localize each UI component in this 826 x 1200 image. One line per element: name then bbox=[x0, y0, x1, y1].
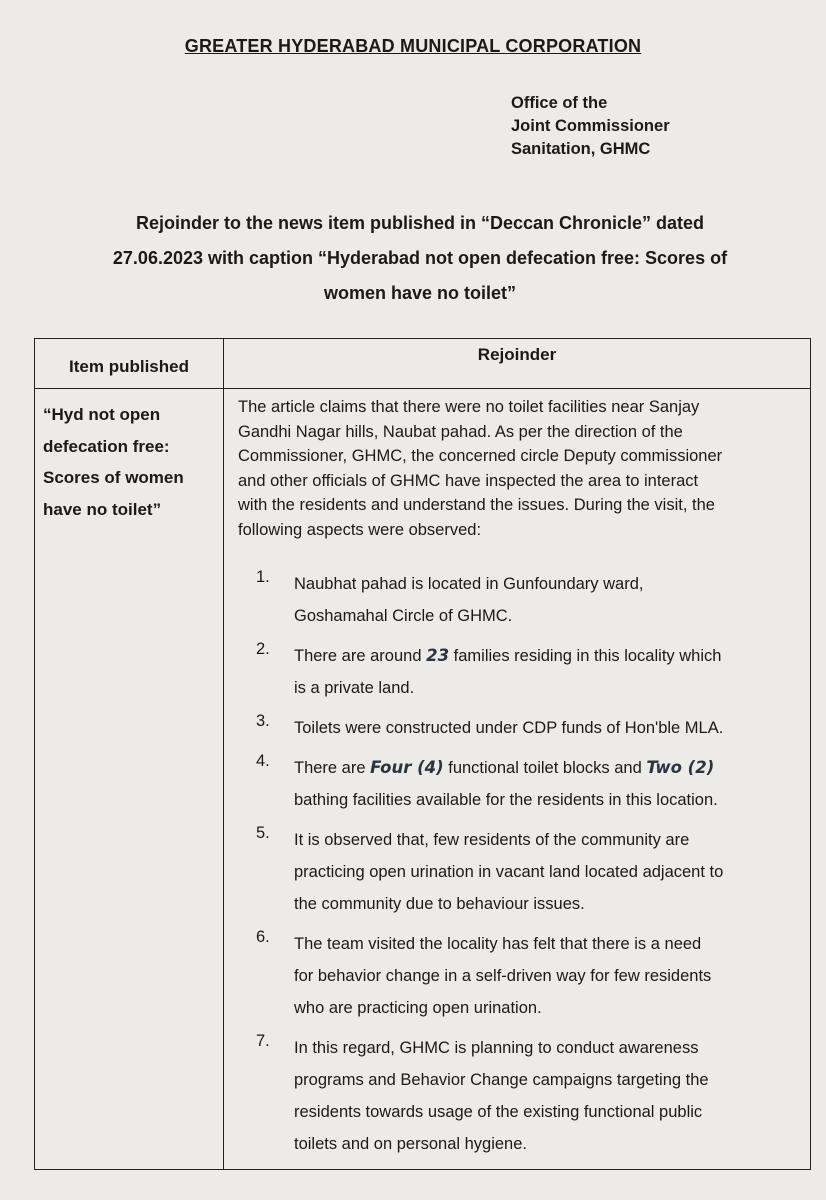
item-text: for behavior change in a self-driven way for few residents bbox=[294, 967, 712, 985]
item-text: functional toilet blocks and bbox=[443, 759, 647, 777]
list-item bbox=[238, 712, 802, 744]
item-line bbox=[294, 752, 802, 784]
subject-heading bbox=[40, 206, 800, 311]
office-line: Sanitation, GHMC bbox=[511, 140, 651, 158]
subject-line: Rejoinder to the news item published in “Deccan Chronicle” dated bbox=[135, 213, 705, 233]
rejoinder-cell bbox=[224, 389, 811, 1170]
handwritten-family-count: 23 bbox=[426, 646, 450, 665]
item-line bbox=[294, 784, 802, 816]
list-item bbox=[238, 640, 802, 704]
item-line bbox=[294, 712, 802, 744]
item-number: 5. bbox=[256, 824, 270, 842]
item-number: 4. bbox=[256, 752, 270, 770]
item-text: families residing in this locality which bbox=[449, 647, 722, 665]
item-text: There are bbox=[294, 759, 371, 777]
office-address bbox=[511, 92, 670, 161]
item-text: bathing facilities available for the residents in this location. bbox=[294, 791, 718, 809]
item-text: the community due to behaviour issues. bbox=[294, 895, 585, 913]
item-line bbox=[294, 640, 802, 672]
organization-title: GREATER HYDERABAD MUNICIPAL CORPORATION bbox=[184, 36, 642, 56]
table-row bbox=[35, 389, 811, 1170]
item-line bbox=[294, 960, 802, 992]
item-text: The team visited the locality has felt that there is a need bbox=[294, 935, 702, 953]
intro-line: following aspects were observed: bbox=[238, 520, 482, 539]
list-item bbox=[238, 568, 802, 632]
item-text: In this regard, GHMC is planning to conduct awareness bbox=[294, 1039, 699, 1057]
intro-line: and other officials of GHMC have inspected the area to interact bbox=[238, 471, 699, 490]
item-text: Goshamahal Circle of GHMC. bbox=[294, 607, 513, 625]
item-line: “Hyd not open bbox=[43, 405, 161, 424]
office-line: Office of the bbox=[511, 94, 608, 112]
item-number: 7. bbox=[256, 1032, 270, 1050]
intro-line: The article claims that there were no toilet facilities near Sanjay bbox=[238, 398, 700, 416]
item-line: Scores of women bbox=[43, 468, 184, 487]
subject-line: women have no toilet” bbox=[323, 283, 517, 303]
office-line: Joint Commissioner bbox=[511, 117, 670, 135]
item-line bbox=[294, 1128, 802, 1160]
item-line bbox=[294, 928, 802, 960]
item-line bbox=[294, 856, 802, 888]
header-item-published: Item published bbox=[35, 339, 224, 389]
item-number: 2. bbox=[256, 640, 270, 658]
handwritten-toilet-count: Four (4) bbox=[370, 758, 444, 777]
item-text: Naubhat pahad is located in Gunfoundary ward, bbox=[294, 575, 644, 593]
item-line: have no toilet” bbox=[43, 499, 162, 519]
item-line bbox=[294, 824, 802, 856]
rejoinder-table bbox=[34, 338, 811, 1170]
intro-line: Gandhi Nagar hills, Naubat pahad. As per the direction of the bbox=[238, 422, 683, 441]
item-text: who are practicing open urination. bbox=[294, 999, 542, 1017]
rejoinder-intro bbox=[238, 395, 802, 542]
item-line bbox=[294, 1064, 802, 1096]
item-number: 3. bbox=[256, 712, 270, 730]
item-text: programs and Behavior Change campaigns targeting the bbox=[294, 1071, 709, 1089]
list-item bbox=[238, 824, 802, 920]
handwritten-bathing-count: Two (2) bbox=[646, 758, 715, 777]
intro-line: Commissioner, GHMC, the concerned circle Deputy commissioner bbox=[238, 447, 723, 465]
subject-line: 27.06.2023 with caption “Hyderabad not open defecation free: Scores of bbox=[112, 248, 728, 268]
item-line: defecation free: bbox=[43, 436, 170, 456]
item-text: It is observed that, few residents of the community are bbox=[294, 831, 690, 849]
item-number: 6. bbox=[256, 928, 270, 946]
item-line bbox=[294, 1032, 802, 1064]
list-item bbox=[238, 928, 802, 1024]
header-rejoinder: Rejoinder bbox=[224, 339, 811, 389]
item-published-cell bbox=[35, 389, 224, 1170]
item-line bbox=[294, 1096, 802, 1128]
item-text: residents towards usage of the existing functional public bbox=[294, 1103, 703, 1121]
intro-line: with the residents and understand the issues. During the visit, the bbox=[238, 496, 715, 514]
item-number: 1. bbox=[256, 568, 270, 586]
list-item bbox=[238, 752, 802, 816]
item-text: Toilets were constructed under CDP funds of Hon'ble MLA. bbox=[294, 719, 724, 737]
item-text: There are around bbox=[294, 647, 427, 665]
item-line bbox=[294, 992, 802, 1024]
item-line bbox=[294, 672, 802, 704]
list-item bbox=[238, 1032, 802, 1160]
item-line bbox=[294, 888, 802, 920]
item-line bbox=[294, 568, 802, 600]
observations-list bbox=[238, 568, 802, 1160]
item-text: practicing open urination in vacant land located adjacent to bbox=[294, 863, 724, 881]
item-line bbox=[294, 600, 802, 632]
item-text: toilets and on personal hygiene. bbox=[294, 1135, 527, 1153]
item-text: is a private land. bbox=[294, 679, 415, 697]
table-header-row bbox=[35, 339, 811, 389]
